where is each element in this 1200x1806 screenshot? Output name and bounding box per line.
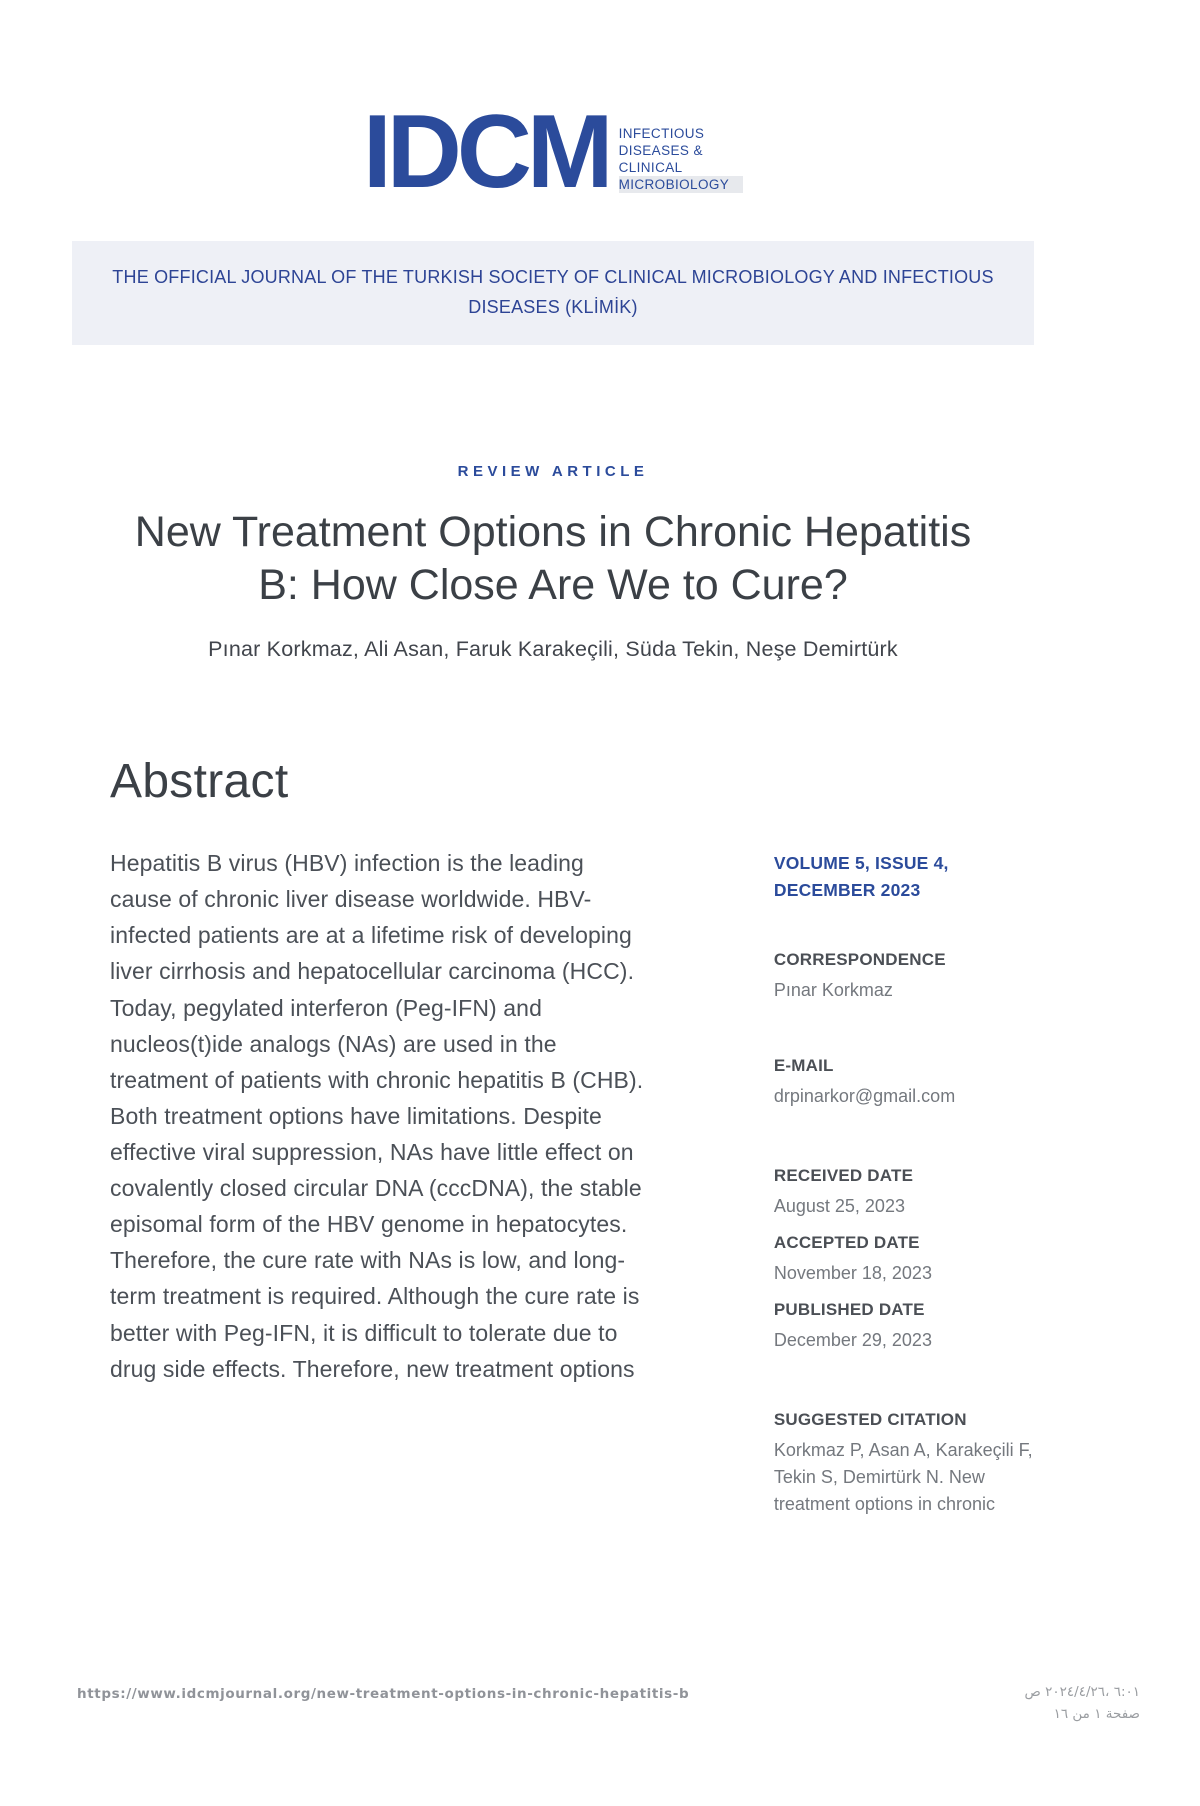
meta-value: December 29, 2023 [773,1330,932,1351]
logo-subtitle-line: CLINICAL [618,160,683,176]
logo-subtitle-line: INFECTIOUS [618,126,705,142]
email-address: drpinarkor@gmail.com [773,1086,956,1107]
meta-item-accepted-date [774,1233,1034,1287]
article-type-label: REVIEW ARTICLE [457,462,649,480]
page-content [72,94,1034,1518]
print-datetime: ٦:٠١ ،٢٠٢٤/٤/٢٦ ص [1024,1684,1140,1700]
meta-item-suggested-citation [774,1410,1034,1518]
meta-items [774,950,1034,1518]
article-meta-sidebar [774,754,1034,1518]
citation-text: Korkmaz P, Asan A, Karakeçili F, Tekin S, Demirtürk N. New treatment options in chronic [773,1440,1033,1515]
meta-value: August 25, 2023 [773,1196,905,1217]
meta-item-correspondence [774,950,1034,1004]
source-url: https://www.idcmjournal.org/new-treatment-options-in-chronic-hepatitis-b [77,1686,690,1702]
article-authors: Pınar Korkmaz, Ali Asan, Faruk Karakeçili, Süda Tekin, Neşe Demirtürk [208,637,898,662]
logo-subtitle-line: MICROBIOLOGY [619,176,744,193]
volume-issue-label: VOLUME 5, ISSUE 4, DECEMBER 2023 [773,853,949,901]
meta-item-received-date [774,1166,1034,1220]
abstract-section [110,754,652,1518]
meta-label: RECEIVED DATE [773,1166,914,1186]
abstract-text: Hepatitis B virus (HBV) infection is the leading cause of chronic liver disease worldwide. HBV-infected patients are at a lifetime risk of developing liver cirrhosis and hepatocellular carcinoma (HCC). Today, pegylated interferon (Peg-IFN) and nucleos(t)ide analogs (NAs) are used in the treatment of patients with chronic hepatitis B (CHB). Both treatment options have limitations. Despite effective viral suppression, NAs have little effect on covalently closed circular DNA (cccDNA), the stable episomal form of the HBV genome in hepatocytes. Therefore, the cure rate with NAs is low, and long-term treatment is required. Although the cure rate is better with Peg-IFN, it is difficult to tolerate due to drug side effects. Therefore, new treatment options [110,850,644,1382]
meta-label: E-MAIL [773,1056,834,1076]
meta-value: Pınar Korkmaz [773,980,893,1001]
meta-label: CORRESPONDENCE [773,950,946,970]
meta-label: SUGGESTED CITATION [773,1410,967,1430]
article-title: New Treatment Options in Chronic Hepatitis B: How Close Are We to Cure? [134,507,972,610]
abstract-heading: Abstract [110,755,289,809]
meta-value: November 18, 2023 [773,1263,932,1284]
idcm-logo-text: IDCM [362,94,609,210]
meta-label: PUBLISHED DATE [773,1300,925,1320]
logo-subtitle-line: DISEASES & [618,143,703,159]
meta-item-email [774,1056,1034,1110]
journal-logo [72,94,1034,210]
main-content [72,754,1034,1518]
print-page-number: صفحة ١ من ١٦ [1053,1705,1140,1722]
banner-text: THE OFFICIAL JOURNAL OF THE TURKISH SOCIETY OF CLINICAL MICROBIOLOGY AND INFECTIOUS DISEASES (KLİMİK) [112,267,994,317]
logo-subtitle [619,125,744,195]
meta-label: ACCEPTED DATE [773,1233,920,1253]
print-footer [77,1682,1140,1725]
official-journal-banner [72,241,1034,344]
meta-item-published-date [774,1300,1034,1354]
print-info [1025,1682,1140,1725]
